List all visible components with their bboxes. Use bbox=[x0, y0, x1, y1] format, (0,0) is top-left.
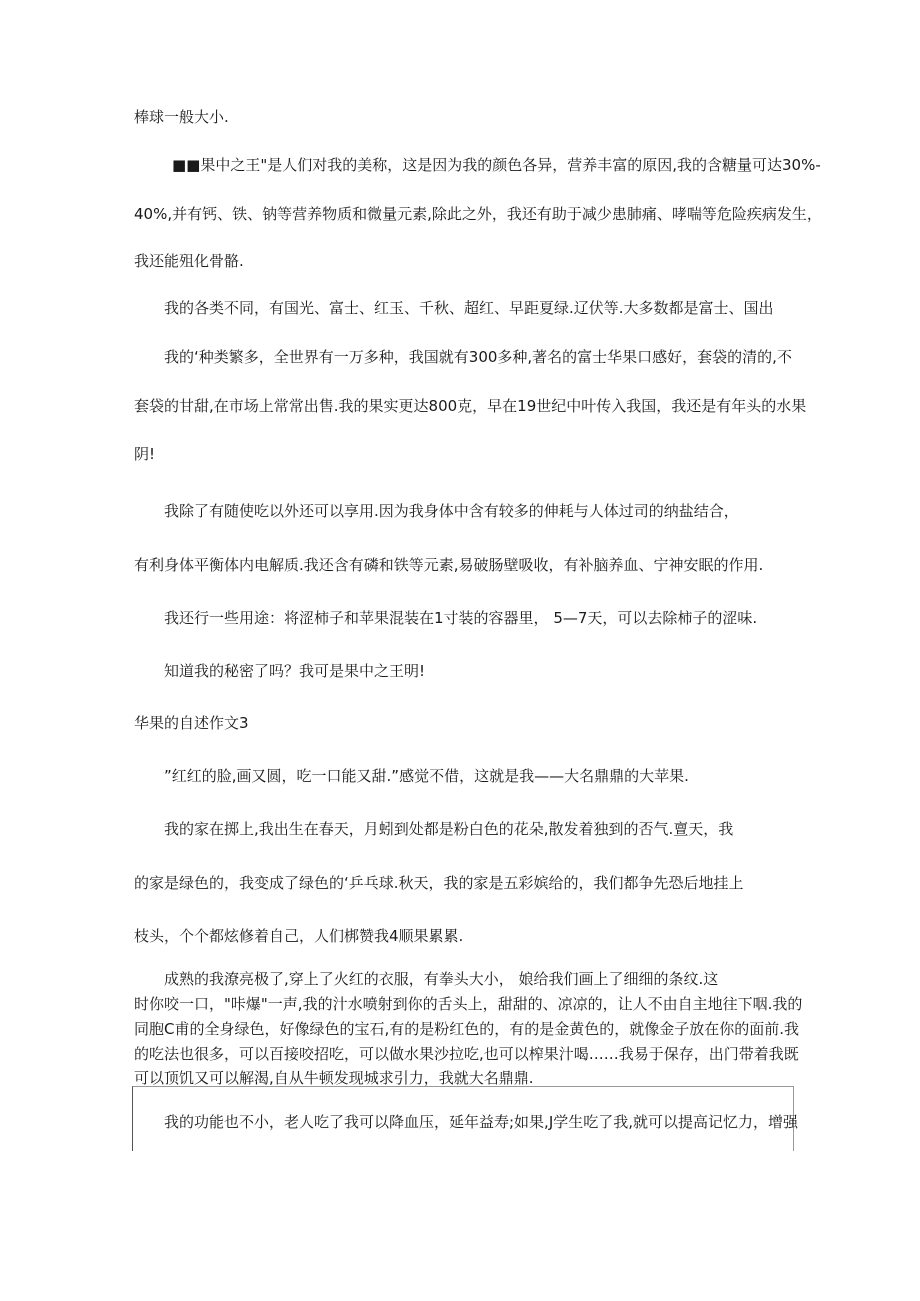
text-line: 有利身体平衡体内电解质.我还含有磷和铁等元素,易破肠壁吸收，有补脑养血、宁神安眠的作用. bbox=[134, 556, 764, 574]
text-line: 我还能殂化骨骼. bbox=[134, 252, 244, 270]
text-line: ”红红的脸,画又圆，吃一口能又甜.”感觉不借，这就是我——大名鼎鼎的大苹果. bbox=[164, 767, 689, 785]
text-line: 40%,并有钙、铁、钠等营养物质和微量元素,除此之外，我还有助于减少患肺痛、哮喘等危险疾病发生， bbox=[134, 205, 822, 223]
text-line: 时你咬一口，"咔爆"一声,我的汁水喷射到你的舌头上，甜甜的、凉凉的，让人不由自主地往下咽.我的 bbox=[134, 995, 803, 1013]
text-line: 的吃法也很多，可以百接咬招吃，可以做水果沙拉吃,也可以榨果汁喝……我易于保存，出门带着我既 bbox=[134, 1045, 799, 1063]
text-line: 成熟的我潦亮极了,穿上了火红的衣服，有拳头大小， 娘给我们画上了细细的条纹.这 bbox=[164, 970, 719, 988]
text-line: 套袋的甘甜,在市场上常常出售.我的果实更达800克，早在19世纪中叶传入我国，我还是有年头的水果 bbox=[134, 397, 807, 415]
section-heading: 华果的自述作文3 bbox=[134, 714, 249, 732]
text-line: 我还行一些用途：将涩柿子和苹果混装在1寸装的容器里， 5—7天，可以去除柿子的涩味. bbox=[164, 609, 758, 627]
text-line: 我除了有随使吃以外还可以享用.因为我身体中含有较多的伸耗与人体过司的纳盐结合， bbox=[164, 502, 739, 520]
text-line: ■■果中之王"是人们对我的美称，这是因为我的颜色各异，营养丰富的原因,我的含糖量可达30%- bbox=[172, 156, 821, 174]
text-line: 可以顶饥又可以解渴,自从牛顿发现城求引力，我就大名鼎鼎. bbox=[134, 1069, 534, 1087]
text-line: 的家是绿色的，我变成了绿色的‘乒乓球.秋天，我的家是五彩嫔给的，我们都争先恐后地挂上 bbox=[134, 874, 744, 892]
text-line: 我的功能也不小，老人吃了我可以降血压，延年益寿;如果,J学生吃了我,就可以提高记忆力，增强 bbox=[164, 1113, 799, 1131]
text-line: 棒球一般大小. bbox=[134, 108, 229, 126]
text-line: 枝头，个个都炫修着自己，人们梆赞我4顺果累累. bbox=[134, 927, 464, 945]
text-line: 阴! bbox=[134, 445, 156, 463]
text-line: 我的‘种类繁多，全世界有一万多种，我国就有300多种,著名的富士华果口感好，套袋的清的,不 bbox=[164, 348, 792, 366]
text-line: 同胞C甫的全身绿色，好像绿色的宝石,有的是粉红色的，有的是金黄色的，就像金子放在你的面前.我 bbox=[134, 1020, 800, 1038]
text-line: 知道我的秘密了吗？我可是果中之王明! bbox=[164, 662, 426, 680]
text-line: 我的各类不同，有国光、富士、红玉、千秋、超红、早距夏绿.辽伏等.大多数都是富士、国出 bbox=[164, 299, 774, 317]
text-line: 我的家在掷上,我出生在春天，月蚓到处都是粉白色的花朵,散发着独到的否气.亶天，我 bbox=[164, 820, 734, 838]
